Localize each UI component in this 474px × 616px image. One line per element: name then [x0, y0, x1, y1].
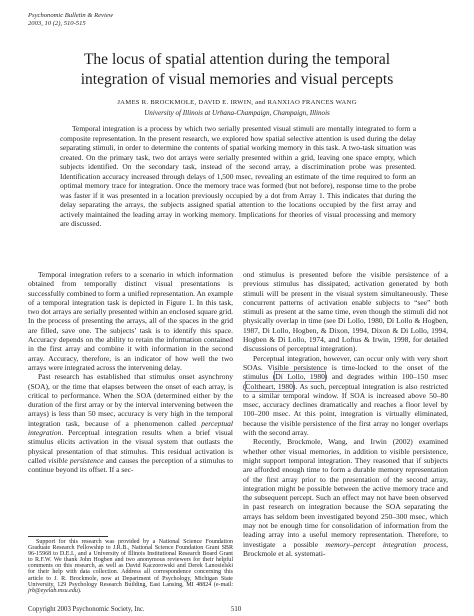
title-line: The locus of spatial attention during the temporal	[83, 51, 391, 68]
body-paragraph	[28, 372, 233, 474]
italic-term: memory–percept integration process	[325, 539, 447, 549]
running-header	[28, 12, 113, 28]
paper-title	[0, 50, 474, 89]
email-address: jrb@eyelab.msu.edu	[28, 587, 78, 594]
italic-term: visible persistence	[48, 455, 104, 465]
body-paragraph	[243, 354, 448, 438]
paragraph-text: Recently, Brockmole, Wang, and Irwin (2002) examined whether other visual memories, in addition to visible persistence, might support temporal integration. They reasoned that if subjects are afforded enough time to form a durable memory representation of the first array prior to the presentation of the second array, integration might be possible between the active memory trace and the subsequent percept. Such an effect may not have been observed in past research on integration because the SOA separating the arrays has seldom been investigated beyond 250–300 msec, which may not be enough time for consolidation of information from the leading array into a useful memory representation. Therefore, to investigate a possible	[243, 437, 448, 549]
left-column	[28, 270, 233, 475]
affiliation: University of Illinois at Urbana-Champaign, Champaign, Illinois	[144, 108, 330, 117]
citation-link[interactable]: Coltheart, 1980	[245, 381, 293, 391]
paragraph-text: Past research has established that stimulus onset asynchrony (SOA), or the time that elapses between the onset of each array, is critical to performance. When the SOA (determined either by the duration of the first array or by the interval intervening between the arrays) is less than 50 msec, accuracy is very high in the temporal integration task, because of a phenomenon called	[28, 372, 233, 428]
footnote-text: Support for this research was provided by a National Science Foundation Graduate Research Fellowship to J.R.B., National Science Foundation Grant SBR 96-15968 to D.E.I., and a University of Illinois Institutional Research Board Grant to R.F.W. We thank John Hogben and two anonymous reviewers for their helpful comments on this research, as well as David Kaczorowski and Derek Lanosielski for their help with data collection. Address all correspondence concerning this article to J. R. Brockmole, now at Department of Psychology, Michigan State University, 129 Psychology Research Building, East Lansing, MI 48824 (e-mail:	[28, 539, 233, 588]
paragraph-text: ) and degrades within 100–150 msec (	[243, 372, 449, 391]
title-line: integration of visual memories and visual percepts	[80, 70, 394, 88]
page-number: 510	[231, 606, 242, 613]
paragraph-text: . Perceptual integration results when a brief visual stimulus elicits activation in the visual system that outlasts the physical presentation of that stimulus. This residual activation is called	[28, 428, 233, 465]
body-paragraph: Temporal integration refers to a scenario in which information obtained from temporally distinct visual presentations is successfully combined to form a unified representation. An example of a temporal integration task is depicted in Figure 1. In this task, two dot arrays are serially presented within an enclosed square grid. In the process of presenting the arrays, all of the spaces in the grid are filled, save one. The subjects’ task is to identify this space. Accuracy depends on the ability to retain the information contained in the first array and combine it with information in the second array. Accuracy, therefore, is an indicator of how well the two arrays were integrated across the intervening delay.	[28, 270, 233, 372]
footnote-text: ).	[77, 587, 82, 594]
paragraph-text: , Brockmole et al. systemati-	[243, 539, 449, 558]
footnote	[28, 539, 233, 594]
italic-term: perceptual integration	[28, 418, 233, 438]
body-paragraph	[243, 437, 448, 558]
body-paragraph-continued: ond stimulus is presented before the visible persistence of a previous stimulus has dissipated, activation generated by both stimuli will be present in the visual system simultaneously. These concurrent patterns of activation enable subjects to “see” both stimuli as present at the same time, even though the stimuli did not physically overlap in time (see Di Lollo, 1980, Di Lollo & Hogben, 1987, Di Lollo, Hogben, & Dixon, 1994, Dixon & Di Lollo, 1994, Hogben & Di Lollo, 1974, and Loftus & Irwin, 1998, for detailed discussions of perceptual integration).	[243, 270, 448, 354]
paragraph-text: and causes the perception of a stimulus to continue beyond its offset. If a sec-	[28, 455, 233, 475]
paragraph-text: ). As such, perceptual integration is also restricted to a similar temporal window. If SOA is increased above 50–80 msec, accuracy declines dramatically and reaches a floor level by 100–200 msec. At this point, integration is virtually eliminated, because the visible persistence of the first array no longer overlaps with the second array.	[243, 381, 448, 438]
abstract: Temporal integration is a process by which two serially presented visual stimuli are mentally integrated to form a composite representation. In the present research, we explored how spatial selective attention is used during the delay separating stimuli, in order to determine the contents of spatial working memory in this task. A two-task situation was created. On the primary task, two dot arrays were serially presented within a grid, leaving one space empty, which subjects identified. On the secondary task, instead of the second array, a discrimination probe was presented. Identification accuracy increased through delays of 1,500 msec, revealing an estimate of the time required to form an optimal memory trace for integration. Once the memory trace was formed (but not before), response time to the probe was faster if it was presented in a location previously occupied by a dot from Array 1. This indicates that during the delay separating the arrays, the subjects assigned spatial attention to the locations occupied by the first array and actively maintained the leading array in working memory. Implications for theories of visual processing and memory are discussed.	[60, 124, 416, 229]
footnote-rule	[28, 536, 108, 537]
paragraph-text: Perceptual integration, however, can occur only with very short SOAs. Visible persistence is time-locked to the onset of the stimulus (	[243, 353, 448, 382]
citation-link[interactable]: Di Lollo, 1980	[275, 372, 325, 382]
author-list: JAMES R. BROCKMOLE, DAVID E. IRWIN, and RANXIAO FRANCES WANG	[117, 99, 357, 106]
copyright-notice: Copyright 2003 Psychonomic Society, Inc.	[28, 606, 145, 613]
journal-name: Psychonomic Bulletin & Review	[28, 12, 114, 19]
right-column	[243, 270, 448, 558]
journal-citation: 2003, 10 (2), 510-515	[28, 19, 86, 27]
